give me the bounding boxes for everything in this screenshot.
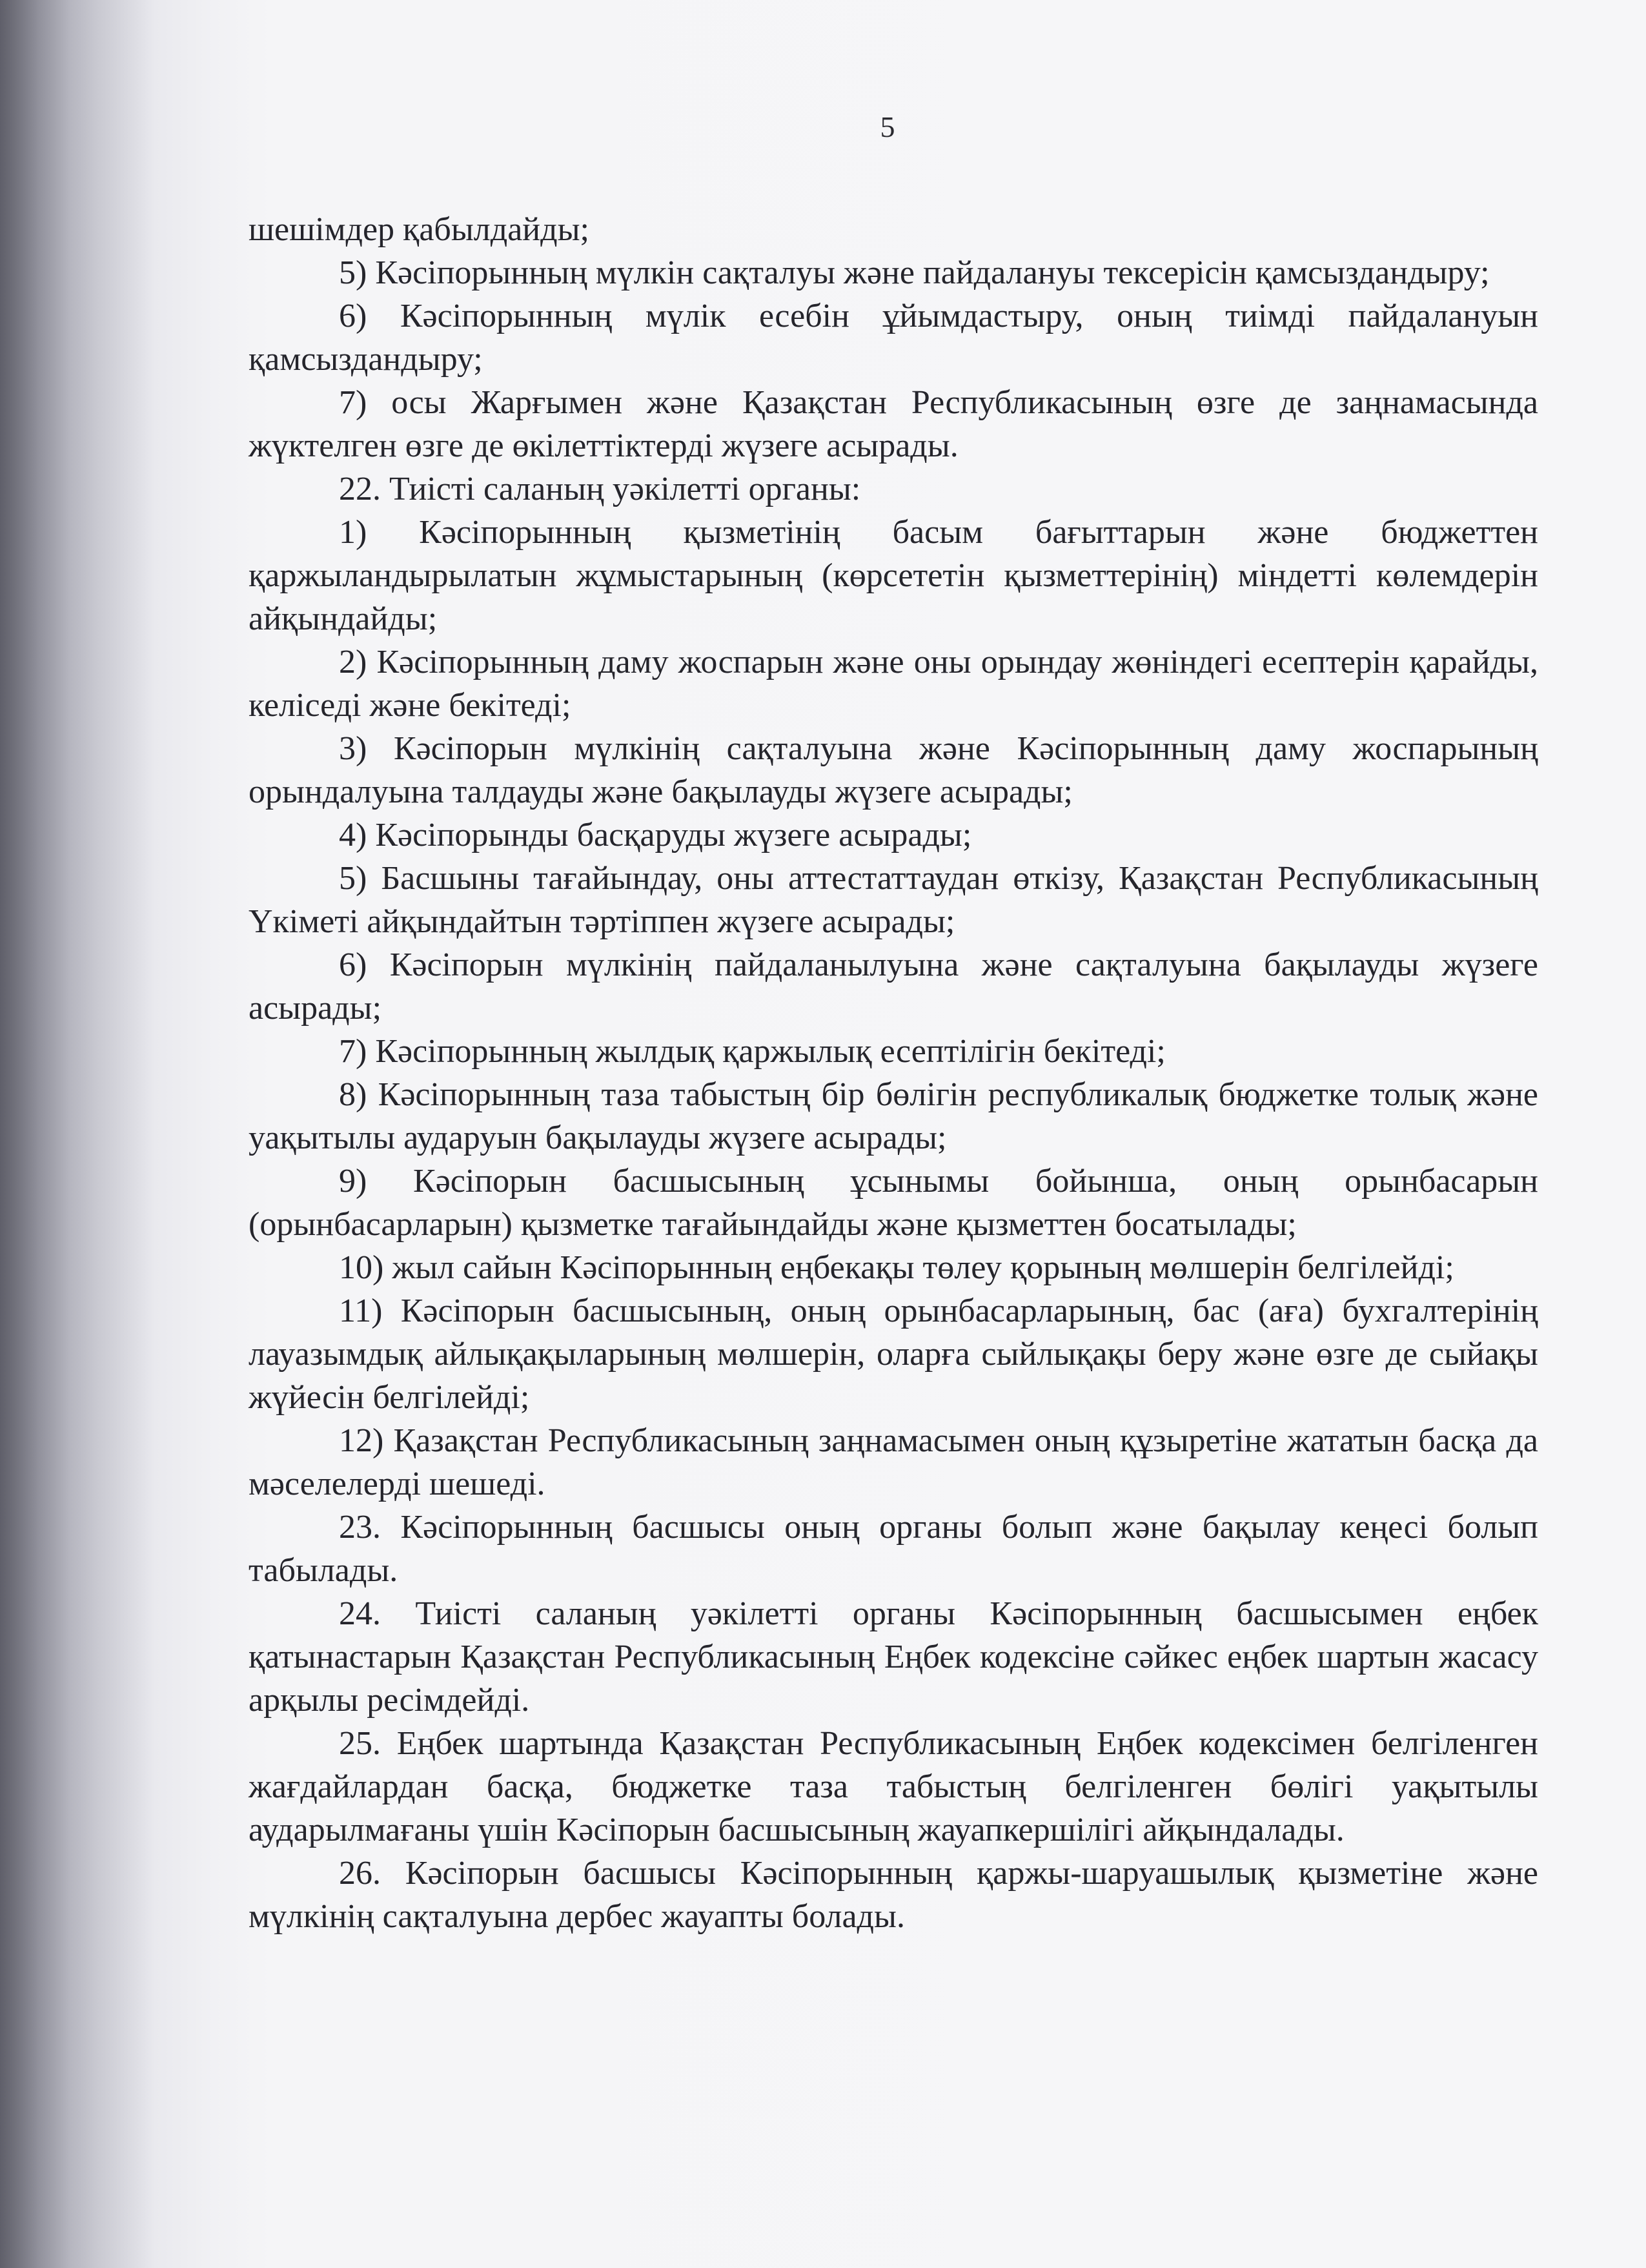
clause-24: 24. Тиісті саланың уәкілетті органы Кәсіпорынның басшысымен еңбек қатынастарын Қазақстан Республикасының Еңбек кодексіне сәйкес еңбек шартын жасасу арқылы ресімдейді. [249,1595,1538,1719]
paragraph-item-5: 5) Кәсіпорынның мүлкін сақталуы және пайдалануы тексерісін қамсыздандыру; [339,254,1490,291]
clause-22-item-5: 5) Басшыны тағайындау, оны аттестаттаудан өткізу, Қазақстан Республикасының Үкіметі айқындайтын тәртіппен жүзеге асырады; [249,860,1538,940]
page-number: 5 [880,110,895,143]
clause-22-item-9: 9) Кәсіпорын басшысының ұсынымы бойынша, оның орынбасарын (орынбасарларын) қызметке тағайындайды және қызметтен босатылады; [249,1163,1538,1243]
clause-22-item-6: 6) Кәсіпорын мүлкінің пайдаланылуына және сақталуына бақылауды жүзеге асырады; [249,946,1538,1027]
clause-23: 23. Кәсіпорынның басшысы оның органы болып және бақылау кеңесі болып табылады. [249,1509,1538,1589]
clause-22-item-10: 10) жыл сайын Кәсіпорынның еңбекақы төлеу қорының мөлшерін белгілейді; [339,1249,1454,1286]
clause-22-item-1: 1) Кәсіпорынның қызметінің басым бағыттарын және бюджеттен қаржыландырылатын жұмыстарының (көрсететін қызметтерінің) міндетті көлемдерін айқындайды; [249,514,1538,637]
paragraph-item-7: 7) осы Жарғымен және Қазақстан Республикасының өзге де заңнамасында жүктелген өзге де өкілеттіктерді жүзеге асырады. [249,384,1538,464]
clause-22-item-2: 2) Кәсіпорынның даму жоспарын және оны орындау жөніндегі есептерін қарайды, келіседі және бекітеді; [249,644,1538,724]
paragraph-continuation: шешімдер қабылдайды; [249,211,589,248]
clause-25: 25. Еңбек шартында Қазақстан Республикасының Еңбек кодексімен белгіленген жағдайлардан басқа, бюджетке таза табыстың белгіленген бөлігі уақытылы аударылмағаны үшін Кәсіпорын басшысының жауапкершілігі айқындалады. [249,1725,1538,1848]
paragraph-item-6: 6) Кәсіпорынның мүлік есебін ұйымдастыру, оның тиімді пайдалануын қамсыздандыру; [249,298,1538,378]
clause-22: 22. Тиісті саланың уәкілетті органы: [339,471,861,507]
clause-26: 26. Кәсіпорын басшысы Кәсіпорынның қаржы-шаруашылық қызметіне және мүлкінің сақталуына дербес жауапты болады. [249,1855,1538,1935]
clause-22-item-7: 7) Кәсіпорынның жылдық қаржылық есептілігін бекітеді; [339,1033,1166,1070]
binding-shadow [0,0,155,2268]
clause-22-item-3: 3) Кәсіпорын мүлкінің сақталуына және Кәсіпорынның даму жоспарының орындалуына талдауды және бақылауды жүзеге асырады; [249,730,1538,810]
clause-22-item-12: 12) Қазақстан Республикасының заңнамасымен оның құзыретіне жататын басқа да мәселелерді шешеді. [249,1422,1538,1502]
clause-22-item-11: 11) Кәсіпорын басшысының, оның орынбасарларының, бас (аға) бухгалтерінің лауазымдық айлықақыларының мөлшерін, оларға сыйлықақы беру және өзге де сыйақы жүйесін белгілейді; [249,1292,1538,1416]
document-body [249,208,1538,1938]
clause-22-item-8: 8) Кәсіпорынның таза табыстың бір бөлігін республикалық бюджетке толық және уақытылы аударуын бақылауды жүзеге асырады; [249,1076,1538,1156]
clause-22-item-4: 4) Кәсіпорынды басқаруды жүзеге асырады; [339,817,972,853]
